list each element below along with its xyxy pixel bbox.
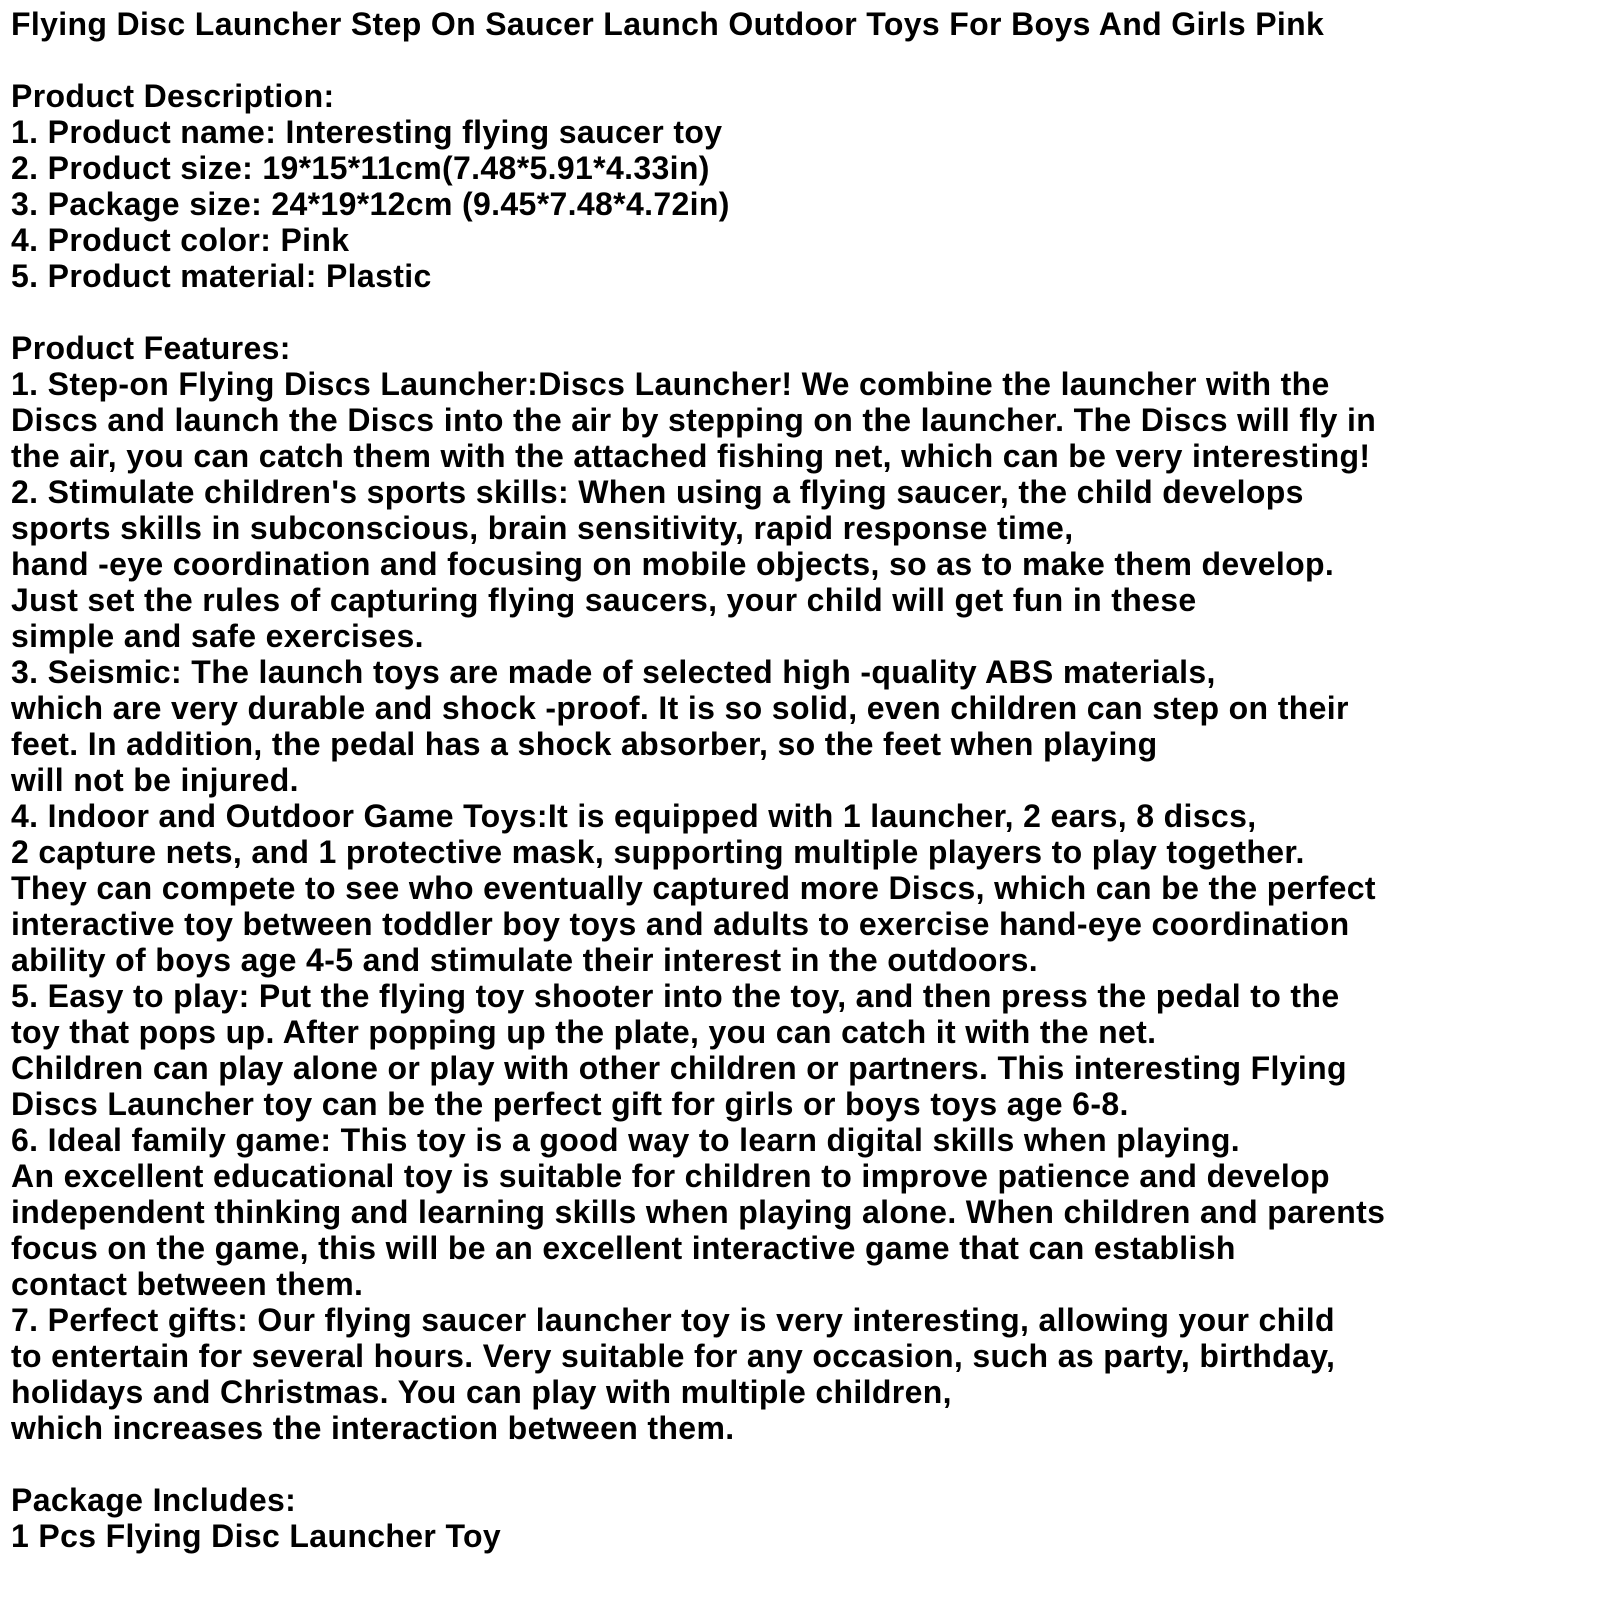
blank-line bbox=[11, 42, 1596, 78]
description-line: 4. Product color: Pink bbox=[11, 222, 350, 258]
features-line: which increases the interaction between them. bbox=[11, 1410, 735, 1446]
features-line: Discs and launch the Discs into the air by stepping on the launcher. The Discs will fly in bbox=[11, 402, 1377, 438]
features-line: holidays and Christmas. You can play with multiple children, bbox=[11, 1374, 952, 1410]
features-line: the air, you can catch them with the attached fishing net, which can be very interesting! bbox=[11, 438, 1371, 474]
features-line: sports skills in subconscious, brain sensitivity, rapid response time, bbox=[11, 510, 1074, 546]
description-line: 2. Product size: 19*15*11cm(7.48*5.91*4.33in) bbox=[11, 150, 710, 186]
blank-line bbox=[11, 294, 1596, 330]
features-line: 2 capture nets, and 1 protective mask, supporting multiple players to play together. bbox=[11, 834, 1305, 870]
features-line: 1. Step-on Flying Discs Launcher:Discs Launcher! We combine the launcher with the bbox=[11, 366, 1330, 402]
description-line: 1. Product name: Interesting flying saucer toy bbox=[11, 114, 723, 150]
features-line: 5. Easy to play: Put the flying toy shooter into the toy, and then press the pedal to the bbox=[11, 978, 1340, 1014]
features-line: An excellent educational toy is suitable for children to improve patience and develop bbox=[11, 1158, 1330, 1194]
features-line: Just set the rules of capturing flying saucers, your child will get fun in these bbox=[11, 582, 1197, 618]
features-line: 3. Seismic: The launch toys are made of selected high -quality ABS materials, bbox=[11, 654, 1216, 690]
features-line: which are very durable and shock -proof. It is so solid, even children can step on their bbox=[11, 690, 1349, 726]
features-line: independent thinking and learning skills when playing alone. When children and parents bbox=[11, 1194, 1386, 1230]
package-heading: Package Includes: bbox=[11, 1482, 297, 1518]
features-line: will not be injured. bbox=[11, 762, 299, 798]
features-line: Discs Launcher toy can be the perfect gift for girls or boys toys age 6-8. bbox=[11, 1086, 1129, 1122]
features-line: ability of boys age 4-5 and stimulate their interest in the outdoors. bbox=[11, 942, 1038, 978]
description-heading: Product Description: bbox=[11, 78, 335, 114]
features-line: 7. Perfect gifts: Our flying saucer launcher toy is very interesting, allowing your child bbox=[11, 1302, 1335, 1338]
features-line: toy that pops up. After popping up the plate, you can catch it with the net. bbox=[11, 1014, 1157, 1050]
features-line: 6. Ideal family game: This toy is a good way to learn digital skills when playing. bbox=[11, 1122, 1240, 1158]
features-line: simple and safe exercises. bbox=[11, 618, 424, 654]
features-line: to entertain for several hours. Very suitable for any occasion, such as party, birthday, bbox=[11, 1338, 1336, 1374]
features-line: focus on the game, this will be an excellent interactive game that can establish bbox=[11, 1230, 1236, 1266]
features-line: Children can play alone or play with other children or partners. This interesting Flying bbox=[11, 1050, 1347, 1086]
features-line: feet. In addition, the pedal has a shock absorber, so the feet when playing bbox=[11, 726, 1158, 762]
package-line: 1 Pcs Flying Disc Launcher Toy bbox=[11, 1518, 502, 1554]
features-line: interactive toy between toddler boy toys and adults to exercise hand-eye coordination bbox=[11, 906, 1350, 942]
description-line: 5. Product material: Plastic bbox=[11, 258, 432, 294]
blank-line bbox=[11, 1446, 1596, 1482]
document-title: Flying Disc Launcher Step On Saucer Launch Outdoor Toys For Boys And Girls Pink bbox=[11, 6, 1325, 42]
features-line: hand -eye coordination and focusing on mobile objects, so as to make them develop. bbox=[11, 546, 1335, 582]
features-heading: Product Features: bbox=[11, 330, 291, 366]
features-line: contact between them. bbox=[11, 1266, 364, 1302]
features-line: 2. Stimulate children's sports skills: When using a flying saucer, the child develops bbox=[11, 474, 1304, 510]
document-body bbox=[11, 6, 1596, 1554]
features-line: 4. Indoor and Outdoor Game Toys:It is equipped with 1 launcher, 2 ears, 8 discs, bbox=[11, 798, 1257, 834]
features-line: They can compete to see who eventually captured more Discs, which can be the perfect bbox=[11, 870, 1376, 906]
description-line: 3. Package size: 24*19*12cm (9.45*7.48*4.72in) bbox=[11, 186, 730, 222]
